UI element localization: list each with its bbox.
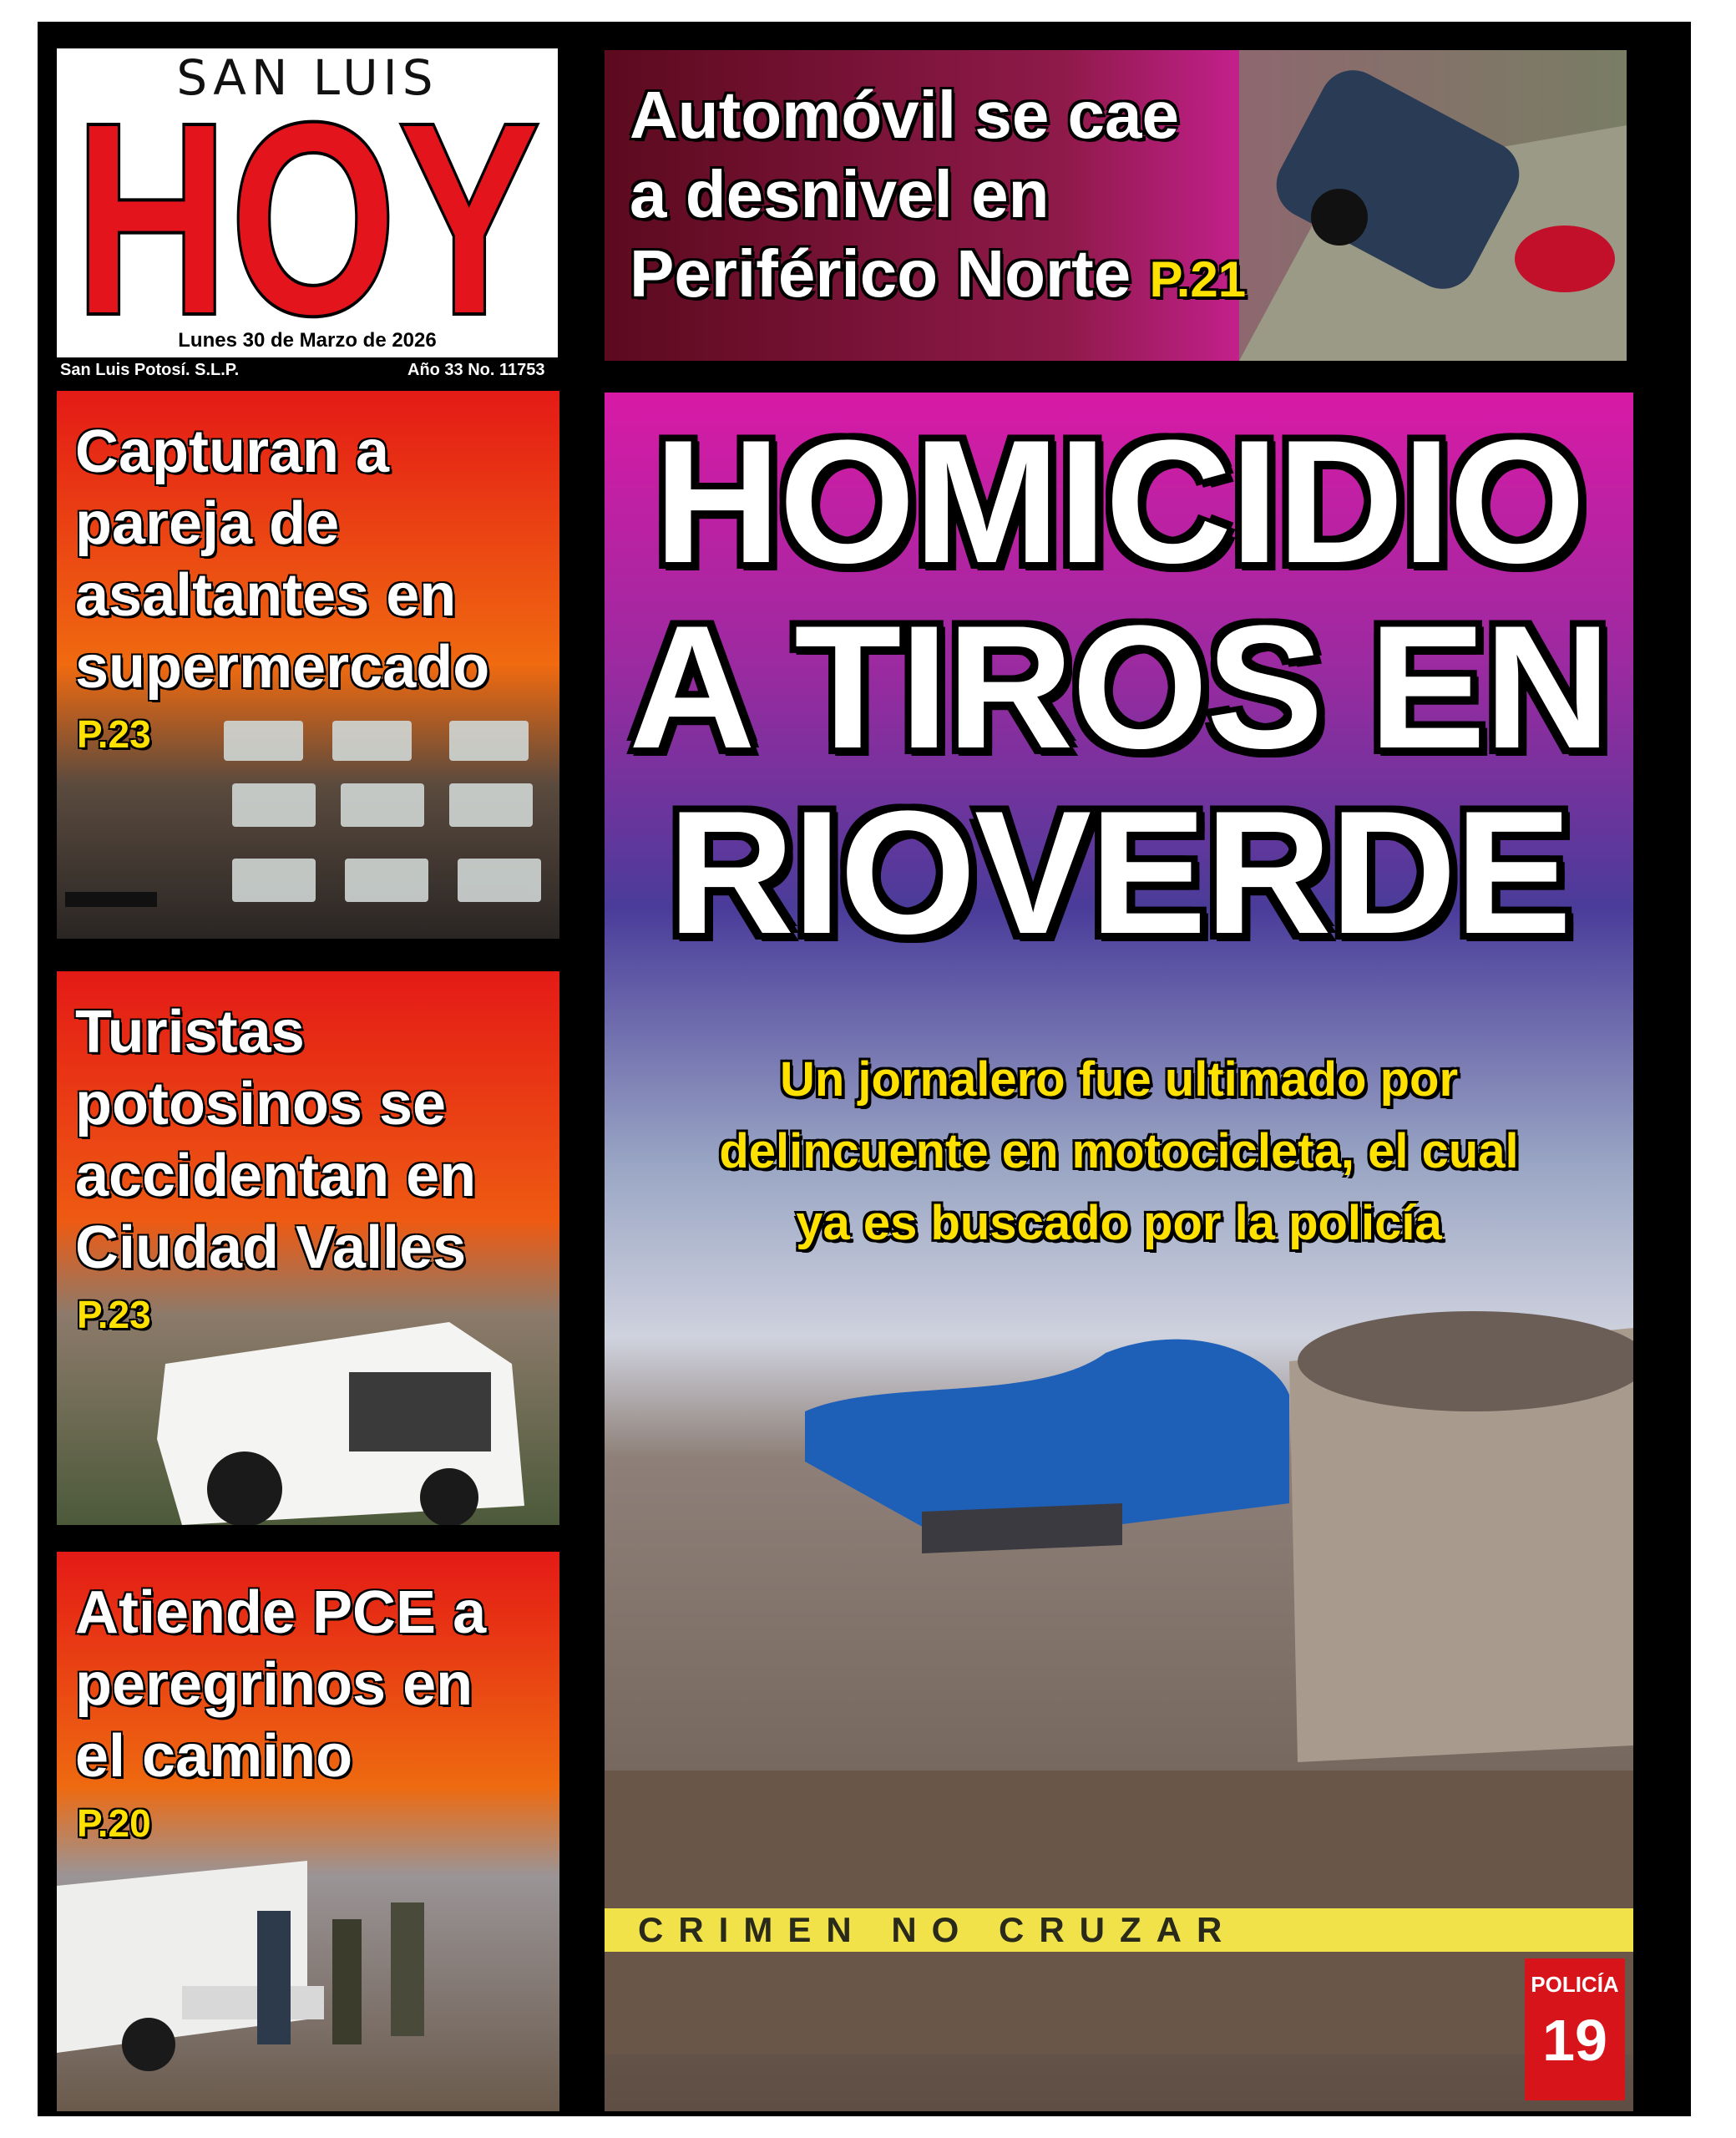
crime-tape-text: CRIMEN NO CRUZAR (638, 1910, 1237, 1949)
section-name: POLICÍA (1531, 1972, 1619, 1997)
side-story-3-page-ref: P.20 (77, 1801, 151, 1845)
side-story-3-line-1: Atiende PCE a (75, 1579, 487, 1646)
side-story-2-line-1: Turistas (75, 999, 305, 1066)
main-subheadline (671, 1044, 1566, 1259)
section-badge[interactable] (1525, 1958, 1625, 2100)
edition-city: San Luis Potosí. S.L.P. (60, 361, 240, 379)
main-headline (605, 403, 1633, 970)
main-headline-line-1: HOMICIDIO (654, 403, 1584, 600)
side-story-1[interactable] (57, 391, 559, 939)
side-story-2[interactable] (57, 971, 559, 1525)
top-story-line-2: a desnivel en (630, 157, 1050, 231)
main-headline-line-2: A TIROS EN (629, 589, 1609, 785)
side-story-2-page-ref: P.23 (77, 1293, 151, 1336)
main-headline-line-3: RIOVERDE (667, 774, 1571, 970)
side-story-1-line-1: Capturan a (75, 418, 390, 485)
side-story-3[interactable] (57, 1552, 559, 2111)
side-story-2-line-4: Ciudad Valles (75, 1214, 467, 1281)
top-story-line-3: Periférico Norte (630, 236, 1131, 311)
edition-date: Lunes 30 de Marzo de 2026 (178, 329, 437, 352)
side-story-2-headline (75, 996, 476, 1284)
main-subheadline-line-3: ya es buscado por la policía (796, 1196, 1442, 1250)
side-story-3-headline (75, 1577, 486, 1792)
side-story-2-line-2: potosinos se (75, 1071, 447, 1137)
edition-number: Año 33 No. 11753 (407, 361, 545, 379)
side-story-1-line-2: pareja de (75, 490, 340, 557)
side-story-3-line-3: el camino (75, 1723, 353, 1790)
logo-word: HOY (73, 95, 541, 321)
main-subheadline-line-2: delincuente en motocicleta, el cual (719, 1124, 1519, 1178)
section-page-number: 19 (1542, 2008, 1607, 2073)
main-story[interactable] (605, 393, 1633, 2111)
side-story-1-line-3: asaltantes en (75, 562, 457, 629)
side-story-2-line-3: accidentan en (75, 1142, 477, 1209)
top-story-page-ref: P.21 (1149, 251, 1247, 307)
side-story-3-line-2: peregrinos en (75, 1651, 473, 1718)
side-story-1-headline (75, 416, 489, 703)
hoy-logo (57, 95, 558, 321)
top-story-headline (630, 75, 1246, 319)
top-story-line-1: Automóvil se cae (630, 78, 1180, 152)
main-subheadline-line-1: Un jornalero fue ultimado por (779, 1052, 1459, 1107)
top-story[interactable] (605, 50, 1627, 361)
side-story-1-page-ref: P.23 (77, 712, 151, 756)
side-story-1-line-4: supermercado (75, 634, 490, 701)
masthead (57, 48, 558, 357)
masthead-top-word: SAN LUIS (176, 49, 438, 106)
